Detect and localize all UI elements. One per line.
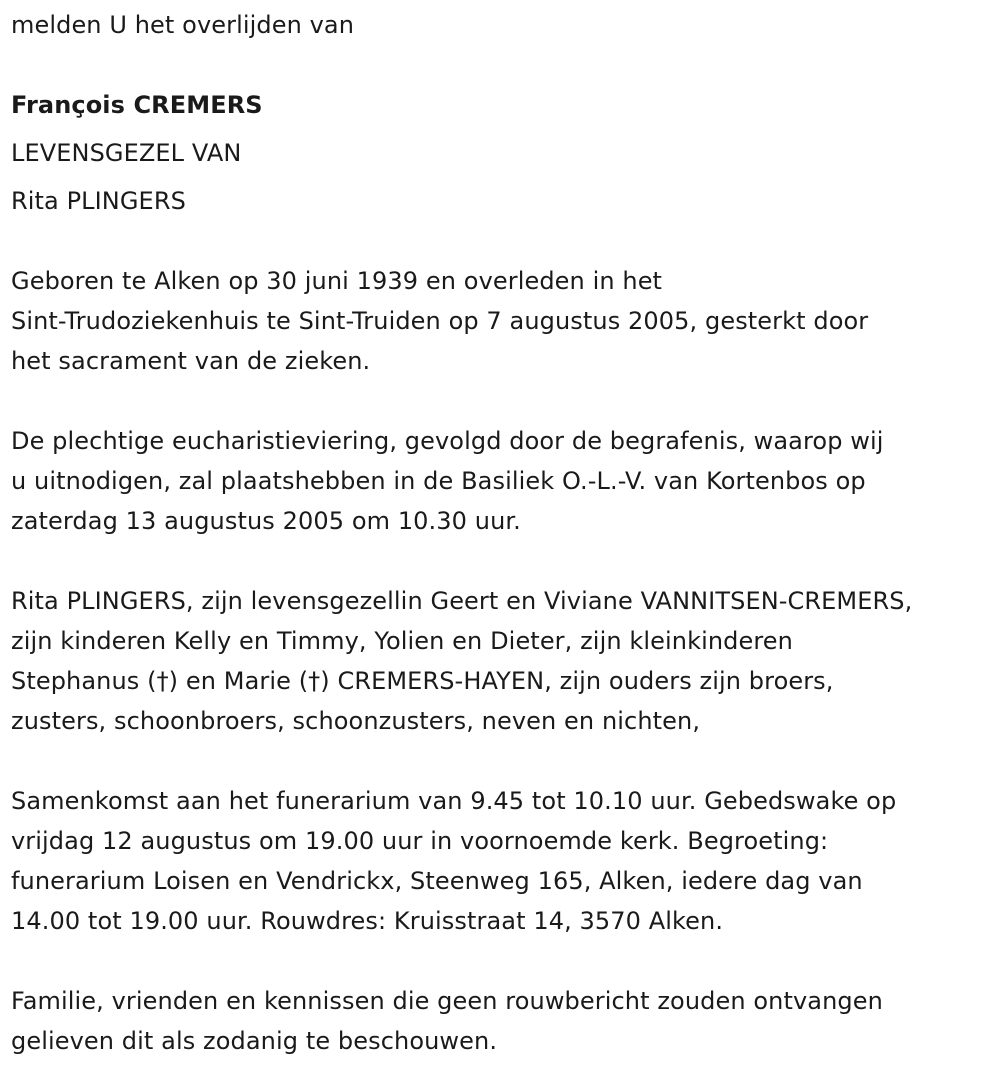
paragraph-line: Samenkomst aan het funerarium van 9.45 tot 10.10 uur. Gebedswake op [11,787,897,815]
paragraph-line: Sint-Trudoziekenhuis te Sint-Truiden op 7 augustus 2005, gesterkt door [11,307,869,335]
paragraph-line: Geboren te Alken op 30 juni 1939 en overleden in het [11,267,663,295]
ceremony-paragraph [11,421,996,541]
family-paragraph [11,581,996,741]
paragraph-line: Familie, vrienden en kennissen die geen rouwbericht zouden ontvangen [11,987,883,1015]
paragraph-line: vrijdag 12 augustus om 19.00 uur in voornoemde kerk. Begroeting: [11,827,829,855]
closing-paragraph [11,981,996,1061]
paragraph-line: 14.00 tot 19.00 uur. Rouwdres: Kruisstraat 14, 3570 Alken. [11,907,724,935]
paragraph-line: Stephanus (†) en Marie (†) CREMERS-HAYEN, zijn ouders zijn broers, [11,667,834,695]
paragraph-line: het sacrament van de zieken. [11,347,371,375]
visitation-paragraph [11,781,996,941]
partner-name: Rita PLINGERS [11,187,186,215]
paragraph-line: zusters, schoonbroers, schoonzusters, neven en nichten, [11,707,701,735]
paragraph-line: funerarium Loisen en Vendrickx, Steenweg 165, Alken, iedere dag van [11,867,863,895]
deceased-name: François CREMERS [11,91,263,119]
paragraph-line: u uitnodigen, zal plaatshebben in de Basiliek O.-L.-V. van Kortenbos op [11,467,866,495]
intro-text: melden U het overlijden van [11,11,355,39]
relation-text: LEVENSGEZEL VAN [11,139,242,167]
paragraph-line: zaterdag 13 augustus 2005 om 10.30 uur. [11,507,521,535]
paragraph-line: zijn kinderen Kelly en Timmy, Yolien en Dieter, zijn kleinkinderen [11,627,793,655]
paragraph-line: gelieven dit als zodanig te beschouwen. [11,1027,498,1055]
birth-death-paragraph [11,261,996,381]
paragraph-line: De plechtige eucharistieviering, gevolgd door de begrafenis, waarop wij [11,427,884,455]
paragraph-line: Rita PLINGERS, zijn levensgezellin Geert en Viviane VANNITSEN-CREMERS, [11,587,913,615]
